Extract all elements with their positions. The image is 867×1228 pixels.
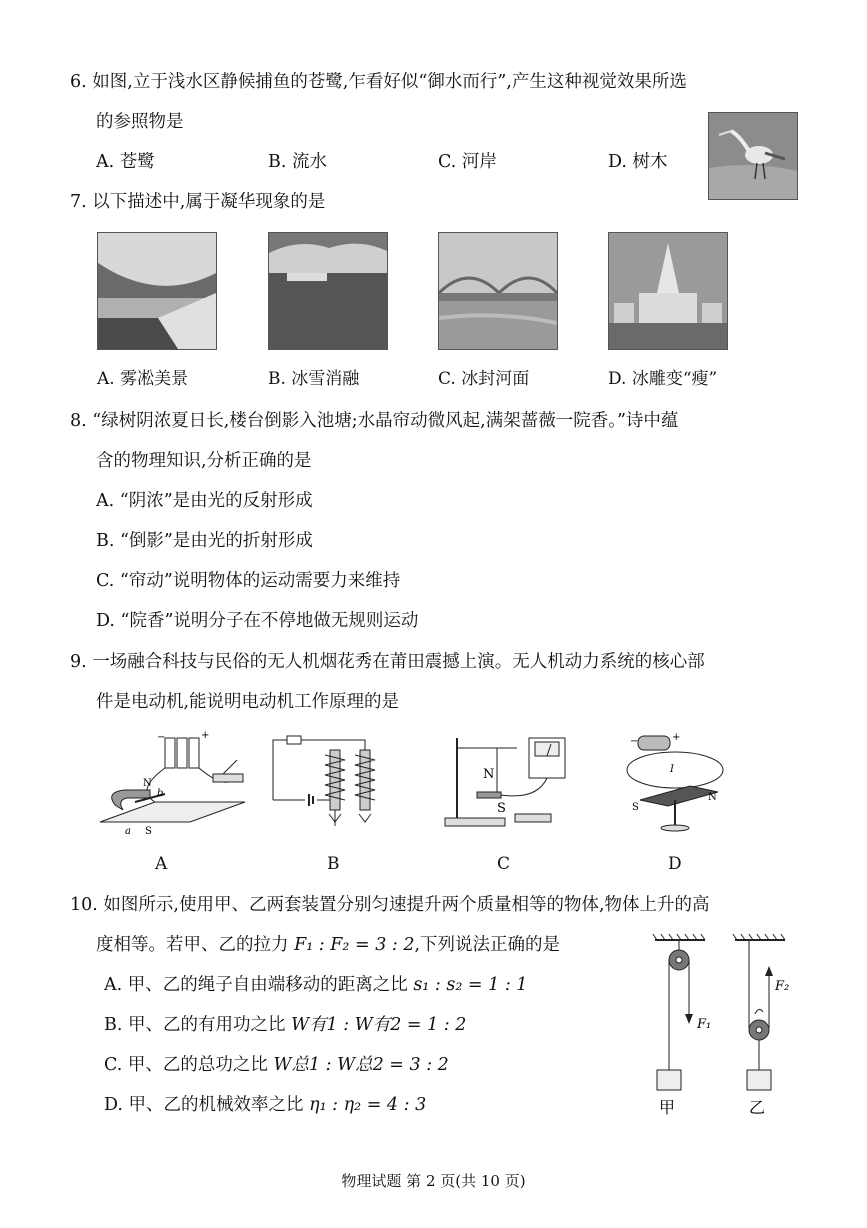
svg-text:+: + [201, 730, 210, 741]
q9-label-a: A [155, 854, 168, 874]
q9-label-c: C [497, 854, 511, 874]
q9-diagram-a [95, 730, 255, 840]
q8-option-b: B. “倒影”是由光的折射形成 [96, 531, 313, 551]
svg-text:N: N [708, 792, 717, 803]
q10-option-a: A. 甲、乙的绳子自由端移动的距离之比 s₁ : s₂ = 1 : 1 [104, 975, 528, 995]
svg-text:N: N [483, 767, 495, 782]
svg-text:S: S [145, 826, 152, 837]
svg-text:I: I [670, 764, 674, 775]
q8-stem-line1: 8. “绿树阴浓夏日长,楼台倒影入池塘;水晶帘动微风起,满架蔷薇一院香。”诗中蕴 [70, 411, 679, 431]
q9-stem-line1: 9. 一场融合科技与民俗的无人机烟花秀在莆田震撼上演。无人机动力系统的核心部 [70, 652, 705, 672]
svg-text:S: S [632, 802, 639, 813]
q7-caption-a: A. 雾凇美景 [97, 369, 189, 389]
rime-photo [97, 232, 217, 350]
q6-option-d: D. 树木 [608, 152, 668, 172]
q6-option-a: A. 苍鹭 [96, 152, 155, 172]
q6-stem-line1: 6. 如图,立于浅水区静候捕鱼的苍鹭,乍看好似“御水而行”,产生这种视觉效果所选 [70, 72, 687, 92]
q8-stem-line2: 含的物理知识,分析正确的是 [96, 451, 312, 471]
melting-snow-photo [268, 232, 388, 350]
q8-option-a: A. “阴浓”是由光的反射形成 [96, 491, 313, 511]
svg-text:−: − [157, 732, 166, 743]
svg-text:N: N [143, 778, 152, 789]
q9-stem-line2: 件是电动机,能说明电动机工作原理的是 [96, 692, 400, 712]
q6-option-b: B. 流水 [268, 152, 327, 172]
q9-diagram-d [620, 730, 730, 840]
page-footer: 物理试题 第 2 页(共 10 页) [341, 1172, 526, 1190]
svg-text:+: + [672, 732, 681, 743]
q8-option-c: C. “帘动”说明物体的运动需要力来维持 [96, 571, 401, 591]
q10-force-ratio: F₁ : F₂ = 3 : 2 [294, 935, 415, 955]
q10-stem-line2: 度相等。若甲、乙的拉力 F₁ : F₂ = 3 : 2,下列说法正确的是 [96, 935, 561, 955]
q7-stem: 7. 以下描述中,属于凝华现象的是 [70, 192, 326, 212]
q8-option-d: D. “院香”说明分子在不停地做无规则运动 [96, 611, 419, 631]
ice-sculpture-photo [608, 232, 728, 350]
svg-text:b: b [157, 788, 164, 799]
q6-stem-line2: 的参照物是 [96, 112, 184, 132]
q9-label-b: B [327, 854, 340, 874]
q9-diagram-b [265, 730, 385, 840]
q7-caption-c: C. 冰封河面 [438, 369, 530, 389]
q7-caption-d: D. 冰雕变“瘦” [608, 369, 718, 389]
frozen-river-photo [438, 232, 558, 350]
q10-option-d: D. 甲、乙的机械效率之比 η₁ : η₂ = 4 : 3 [104, 1095, 427, 1115]
svg-text:甲: 甲 [659, 1098, 676, 1117]
pulley-figure [645, 930, 805, 1120]
q9-diagram-c [437, 730, 577, 840]
heron-photo [708, 112, 798, 200]
svg-text:F₂: F₂ [775, 979, 790, 994]
q7-caption-b: B. 冰雪消融 [268, 369, 360, 389]
q10-option-b: B. 甲、乙的有用功之比 W有1 : W有2 = 1 : 2 [104, 1015, 467, 1035]
q10-stem-line1: 10. 如图所示,使用甲、乙两套装置分别匀速提升两个质量相等的物体,物体上升的高 [70, 895, 710, 915]
svg-text:F₁: F₁ [697, 1017, 712, 1032]
q10-option-c: C. 甲、乙的总功之比 W总1 : W总2 = 3 : 2 [104, 1055, 449, 1075]
q9-label-d: D [668, 854, 682, 874]
q6-option-c: C. 河岸 [438, 152, 497, 172]
svg-text:a: a [125, 826, 131, 837]
svg-text:乙: 乙 [749, 1098, 766, 1117]
svg-text:−: − [630, 736, 639, 747]
svg-text:S: S [497, 801, 506, 816]
